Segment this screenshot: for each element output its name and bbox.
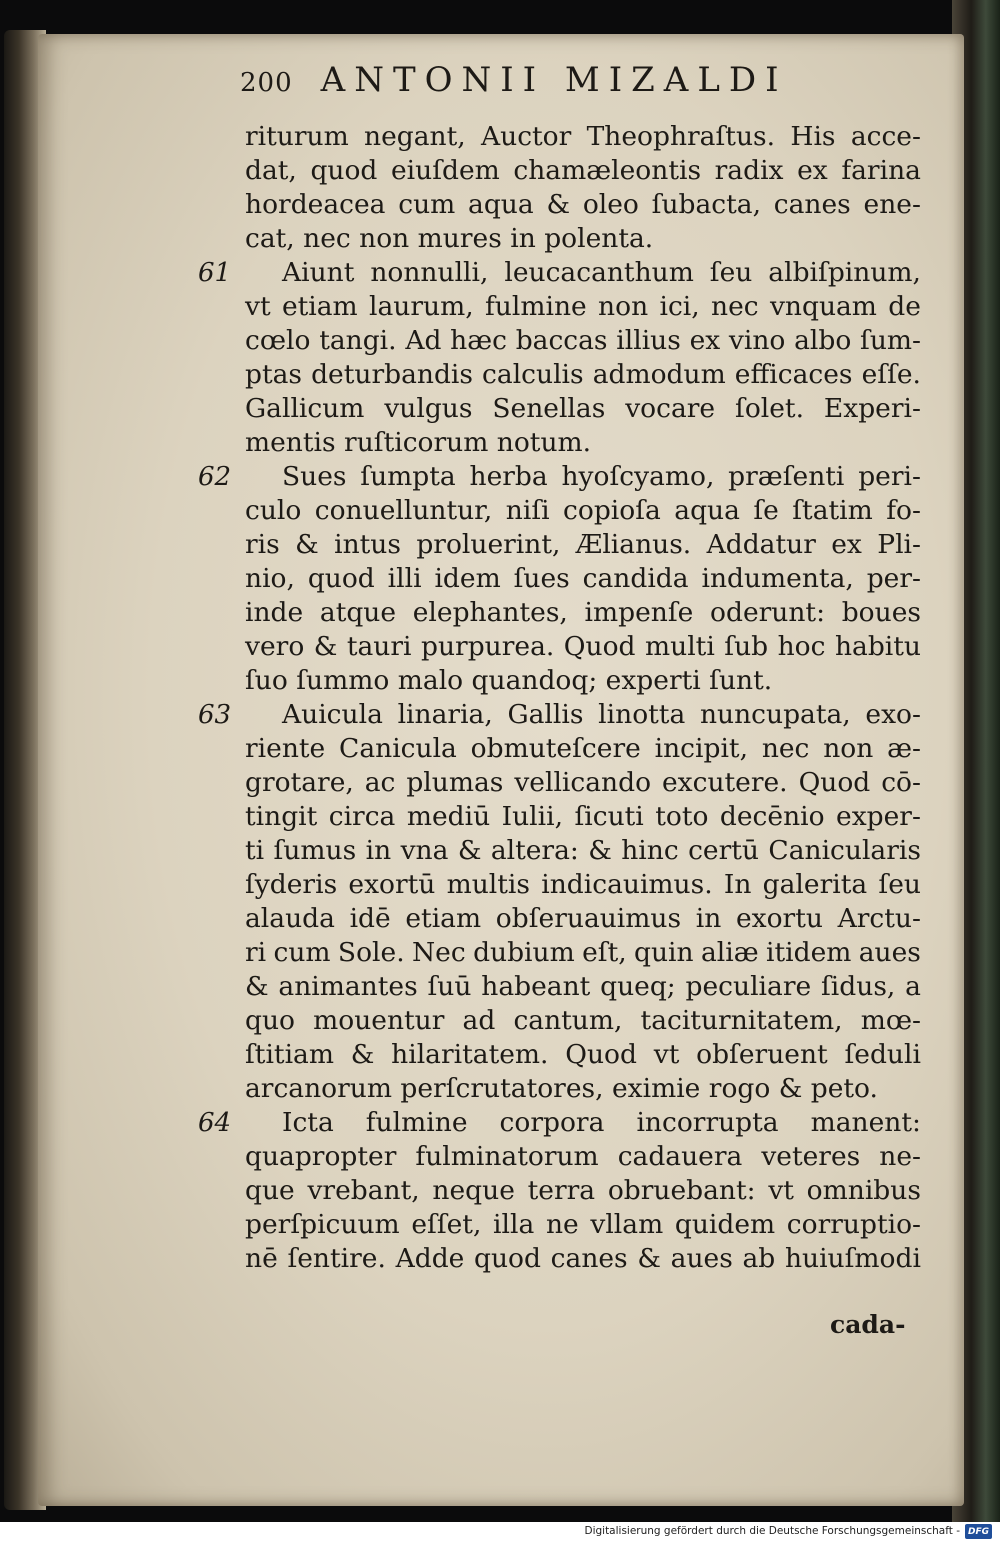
paragraph-number: 61: [198, 258, 232, 288]
text-line: inde atque elephantes, impenſe oderunt: boues: [245, 597, 921, 628]
text-line: mentis ruſticorum notum.: [245, 427, 592, 458]
text-line: quo mouentur ad cantum, taciturnitatem, mœ-: [245, 1005, 921, 1036]
text-line: alauda idē etiam obſeruauimus in exortu Arctu-: [245, 903, 921, 934]
text-line: ſyderis exortū multis indicauimus. In galerita ſeu: [245, 869, 921, 900]
text-line: Gallicum vulgus Senellas vocare ſolet. Experi-: [245, 393, 921, 424]
text-line: culo conuelluntur, niſi copioſa aqua ſe ſtatim fo-: [245, 495, 921, 526]
text-line: & animantes ſuū habeant queq; peculiare ſidus, a: [245, 971, 921, 1002]
text-line: ri cum Sole. Nec dubium eſt, quin aliæ itidem aues: [245, 937, 921, 968]
page-number: 200: [240, 68, 293, 98]
text-line: vero & tauri purpurea. Quod multi ſub hoc habitu: [245, 631, 921, 662]
text-line: ſuo ſummo malo quandoq; experti ſunt.: [245, 665, 773, 696]
catchword: cada-: [830, 1310, 906, 1339]
text-line: hordeacea cum aqua & oleo ſubacta, canes ene-: [245, 189, 921, 220]
text-line: Auicula linaria, Gallis linotta nuncupata, exo-: [282, 699, 921, 730]
page-header: [240, 60, 840, 110]
text-line: Icta fulmine corpora incorrupta manent:: [282, 1107, 921, 1138]
text-line: ris & intus proluerint, Ælianus. Addatur ex Pli-: [245, 529, 921, 560]
text-line: dat, quod eiuſdem chamæleontis radix ex farina: [245, 155, 921, 186]
text-line: quapropter fulminatorum cadauera veteres ne-: [245, 1141, 921, 1172]
text-line: riturum negant, Auctor Theophraſtus. His acce-: [245, 121, 921, 152]
text-line: Aiunt nonnulli, leucacanthum ſeu albiſpinum,: [282, 257, 921, 288]
paragraph-number: 62: [198, 462, 232, 492]
running-head: ANTONII MIZALDI: [320, 60, 788, 100]
text-line: ſtitiam & hilaritatem. Quod vt obſeruent ſeduli: [245, 1039, 921, 1070]
paragraph-number: 63: [198, 700, 232, 730]
text-line: nē ſentire. Adde quod canes & aues ab huiuſmodi: [245, 1243, 921, 1274]
text-line: nio, quod illi idem ſues candida indumenta, per-: [245, 563, 921, 594]
text-line: cœlo tangi. Ad hæc baccas illius ex vino albo ſum-: [245, 325, 921, 356]
text-line: grotare, ac plumas vellicando excutere. Quod cō-: [245, 767, 921, 798]
paragraph-number: 64: [198, 1108, 232, 1138]
text-line: ti ſumus in vna & altera: & hinc certū Canicularis: [245, 835, 921, 866]
text-line: arcanorum perſcrutatores, eximie rogo & peto.: [245, 1073, 878, 1104]
text-line: ptas deturbandis calculis admodum efficaces eſſe.: [245, 359, 921, 390]
dfg-logo-icon: DFG: [965, 1524, 992, 1539]
text-line: vt etiam laurum, fulmine non ici, nec vnquam de: [245, 291, 921, 322]
text-line: Sues ſumpta herba hyoſcyamo, præſenti peri-: [282, 461, 921, 492]
text-line: que vrebant, neque terra obruebant: vt omnibus: [245, 1175, 921, 1206]
footer-bar: [0, 1522, 1000, 1543]
text-line: tingit circa mediū Iulii, ſicuti toto decēnio exper-: [245, 801, 921, 832]
funding-credit: Digitalisierung gefördert durch die Deutsche Forschungsgemeinschaft -: [584, 1525, 960, 1537]
text-line: cat, nec non mures in polenta.: [245, 223, 654, 254]
text-line: riente Canicula obmuteſcere incipit, nec non æ-: [245, 733, 921, 764]
text-line: perſpicuum eſſet, illa ne vllam quidem corruptio-: [245, 1209, 921, 1240]
